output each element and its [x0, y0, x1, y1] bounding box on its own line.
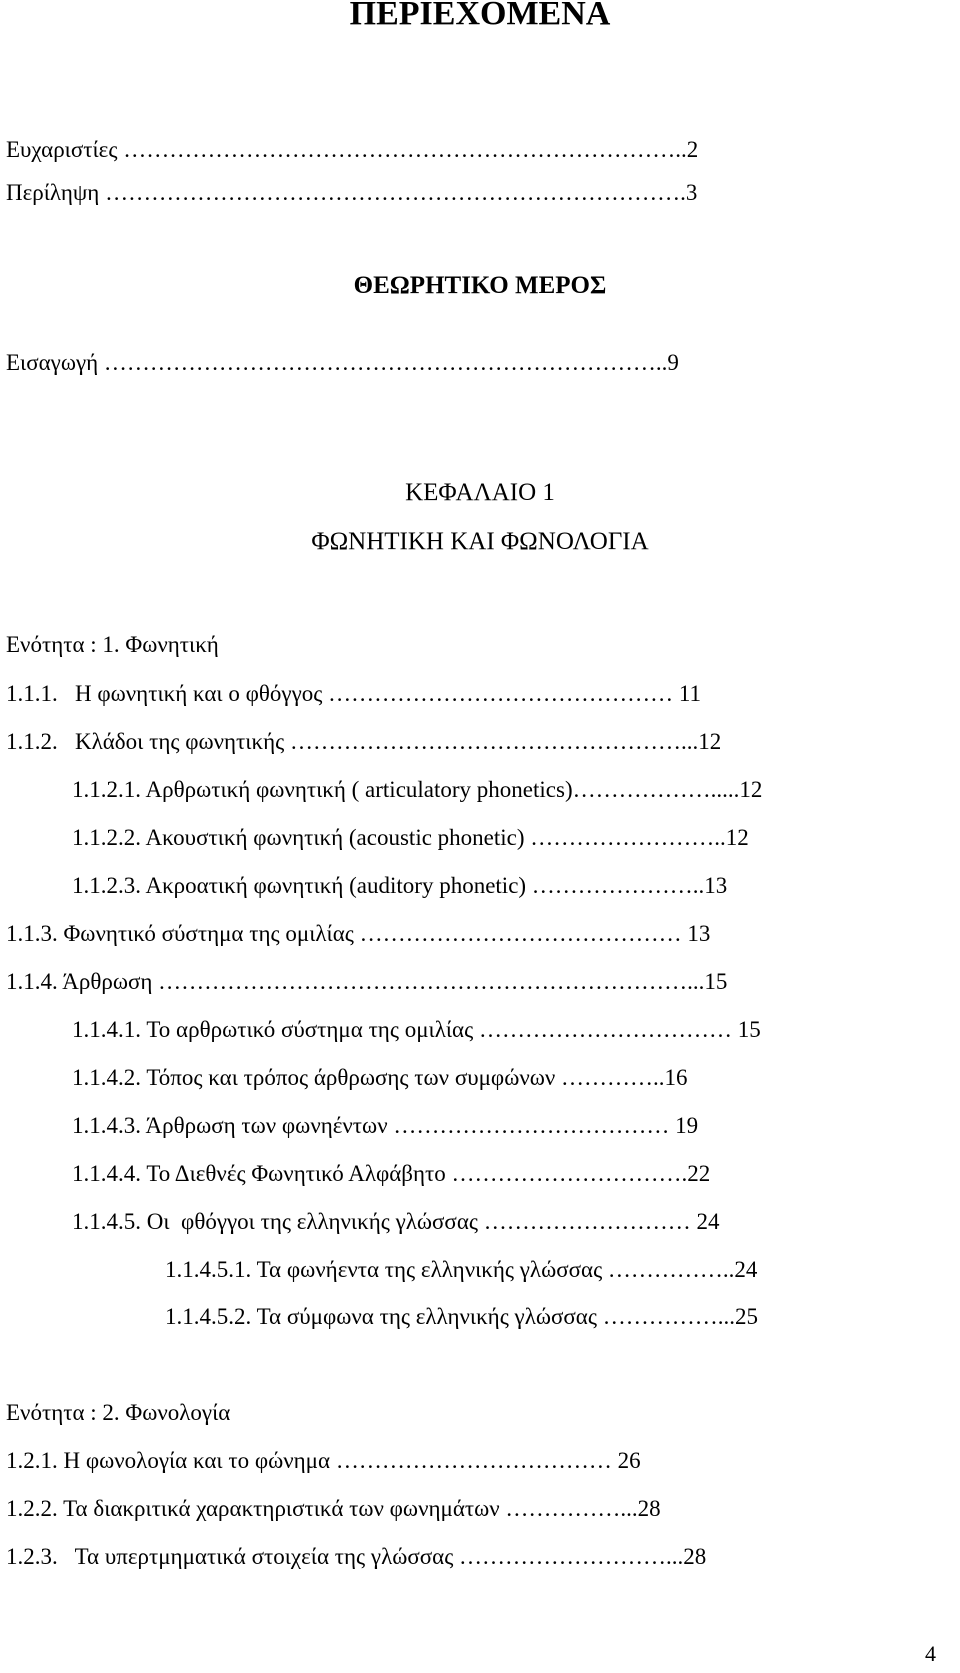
toc-entry-1-1-2-3: 1.1.2.3. Ακροατική φωνητική (auditory phonetic) …………………..13	[72, 873, 728, 898]
page-number: 4	[925, 1641, 936, 1666]
toc-entry-1-1-4: 1.1.4. Άρθρωση ……………………………………………………………...15	[6, 969, 728, 994]
toc-entry-1-1-4-5: 1.1.4.5. Οι φθόγγοι της ελληνικής γλώσσας ……………………… 24	[72, 1209, 720, 1234]
toc-entry-1-1-4-4: 1.1.4.4. Το Διεθνές Φωνητικό Αλφάβητο ………………………….22	[72, 1161, 711, 1186]
toc-entry-1-1-3: 1.1.3. Φωνητικό σύστημα της ομιλίας …………………………………… 13	[6, 921, 711, 946]
toc-entry-1-1-4-1: 1.1.4.1. Το αρθρωτικό σύστημα της ομιλίας …………………………… 15	[72, 1017, 761, 1042]
toc-entry-1-1-4-3: 1.1.4.3. Άρθρωση των φωνηέντων ……………………………… 19	[72, 1113, 699, 1138]
toc-entry-introduction: Εισαγωγή ………………………………………………………………..9	[6, 350, 679, 375]
toc-entry-1-1-2: 1.1.2. Κλάδοι της φωνητικής ……………………………………………...12	[6, 729, 722, 754]
toc-entry-1-1-2-2: 1.1.2.2. Ακουστική φωνητική (acoustic phonetic) ……………………..12	[72, 825, 749, 850]
unit-heading-phonology: Ενότητα : 2. Φωνολογία	[6, 1400, 231, 1425]
toc-entry-1-2-3: 1.2.3. Τα υπερτμηματικά στοιχεία της γλώσσας ………………………...28	[6, 1544, 707, 1569]
toc-entry-1-1-2-1: 1.1.2.1. Αρθρωτική φωνητική ( articulatory phonetics)……………….....12	[72, 777, 763, 802]
toc-entry-1-2-2: 1.2.2. Τα διακριτικά χαρακτηριστικά των φωνημάτων ……………...28	[6, 1496, 661, 1521]
toc-entry-abstract: Περίληψη ………………………………………………………………….3	[6, 180, 698, 205]
toc-entry-1-1-4-5-2: 1.1.4.5.2. Τα σύμφωνα της ελληνικής γλώσσας ……………...25	[165, 1304, 758, 1329]
toc-entry-1-1-1: 1.1.1. Η φωνητική και ο φθόγγος ……………………………………… 11	[6, 681, 701, 706]
page-title: ΠΕΡΙΕΧΟΜΕΝΑ	[349, 0, 611, 32]
chapter-title: ΦΩΝΗΤΙΚΗ ΚΑΙ ΦΩΝΟΛΟΓΙΑ	[311, 528, 649, 555]
unit-heading-phonetics: Ενότητα : 1. Φωνητική	[6, 632, 219, 657]
toc-entry-1-1-4-2: 1.1.4.2. Τόπος και τρόπος άρθρωσης των συμφώνων …………..16	[72, 1065, 688, 1090]
section-heading-theory: ΘΕΩΡΗΤΙΚΟ ΜΕΡΟΣ	[353, 272, 607, 299]
toc-entry-1-1-4-5-1: 1.1.4.5.1. Τα φωνήεντα της ελληνικής γλώσσας ……………..24	[165, 1257, 758, 1282]
chapter-heading: ΚΕΦΑΛΑΙΟ 1	[405, 479, 555, 506]
toc-entry-acknowledgements: Ευχαριστίες ………………………………………………………………..2	[6, 137, 699, 162]
toc-entry-1-2-1: 1.2.1. Η φωνολογία και το φώνημα ……………………………… 26	[6, 1448, 641, 1473]
